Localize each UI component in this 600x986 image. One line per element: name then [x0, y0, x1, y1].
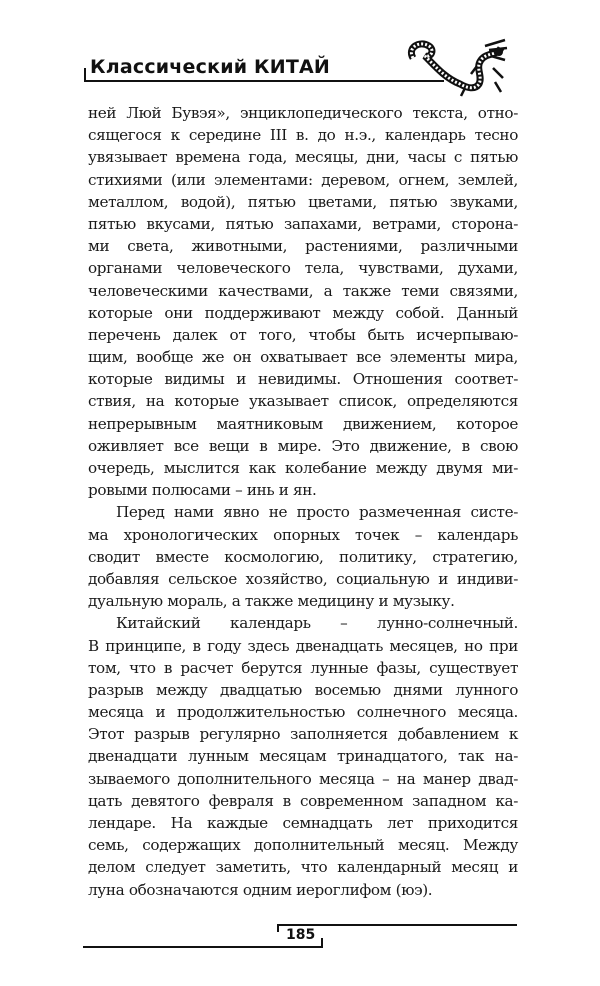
paragraph-3 [88, 612, 518, 900]
text-line: щим, вообще же он охватывает все элементы мира, [88, 348, 518, 367]
paragraph-2 [88, 501, 518, 612]
text-line: лендаре. На каждые семнадцать лет приходится [88, 814, 518, 832]
text-line: разрыв между двадцатью восемью днями лунного [88, 680, 518, 699]
text-line: сящегося к середине III в. до н.э., календарь тесно [88, 126, 518, 145]
footer-rule-tick [277, 924, 279, 932]
text-line: добавляя сельское хозяйство, социальную и индиви- [88, 569, 518, 588]
text-line: которые они поддерживают между собой. Данный [88, 303, 518, 322]
page-number: 185 [286, 927, 316, 943]
text-line: непрерывным маятниковым движением, которое [88, 414, 518, 433]
dragon-icon [405, 38, 510, 100]
text-line: месяца и продолжительностью солнечного месяца. [88, 703, 518, 722]
text-line: делом следует заметить, что календарный месяц и [88, 858, 518, 877]
text-line: сводит вместе космологию, политику, стратегию, [88, 547, 518, 566]
footer-rule-bottom [83, 946, 323, 948]
text-line: зываемого дополнительного месяца – на манер двад- [88, 769, 518, 788]
text-line: ней Люй Бувэя», энциклопедического текста, отно- [88, 104, 518, 122]
text-line: луна обозначаются одним иероглифом (юэ). [88, 880, 433, 899]
text-line: Этот разрыв регулярно заполняется добавлением к [88, 725, 518, 744]
text-line: ма хронологических опорных точек – календарь [88, 525, 518, 544]
text-line: двенадцати лунным месяцам тринадцатого, так на- [88, 747, 518, 766]
text-line: ровыми полюсами – инь и ян. [88, 481, 317, 500]
footer-rule-top [277, 924, 517, 926]
text-line: металлом, водой), пятью цветами, пятью звуками, [88, 192, 518, 211]
text-line: стихиями (или элементами: деревом, огнем, землей, [88, 170, 518, 189]
text-line: Китайский календарь – лунно-солнечный. [116, 614, 518, 633]
text-line: которые видимы и невидимы. Отношения соответ- [88, 370, 518, 389]
text-line: ствия, на которые указывает список, определяются [88, 392, 518, 411]
paragraph-1 [88, 102, 518, 501]
running-title: Классический КИТАЙ [90, 56, 331, 78]
text-line: дуальную мораль, а также медицину и музыку. [88, 592, 455, 611]
text-line: органами человеческого тела, чувствами, духами, [88, 259, 518, 278]
text-line: увязывает времена года, месяцы, дни, часы с пятью [88, 148, 518, 167]
text-line: Перед нами явно не просто размеченная систе- [116, 503, 518, 522]
text-line: человеческими качествами, а также теми связями, [88, 281, 518, 300]
page-body [88, 102, 518, 901]
text-line: ми света, животными, растениями, различными [88, 237, 518, 256]
footer-rule-tick [321, 938, 323, 947]
header-rule [84, 80, 444, 82]
text-line: том, что в расчет берутся лунные фазы, существует [88, 658, 518, 677]
text-line: очередь, мыслится как колебание между двумя ми- [88, 459, 518, 477]
text-line: В принципе, в году здесь двенадцать месяцев, но при [88, 636, 518, 655]
text-line: перечень далек от того, чтобы быть исчерпываю- [88, 325, 518, 344]
text-line: оживляет все вещи в мире. Это движение, в свою [88, 436, 518, 455]
text-line: пятью вкусами, пятью запахами, ветрами, сторона- [88, 214, 518, 233]
text-line: семь, содержащих дополнительный месяц. Между [88, 836, 518, 855]
text-line: цать девятого февраля в современном западном ка- [88, 791, 518, 810]
